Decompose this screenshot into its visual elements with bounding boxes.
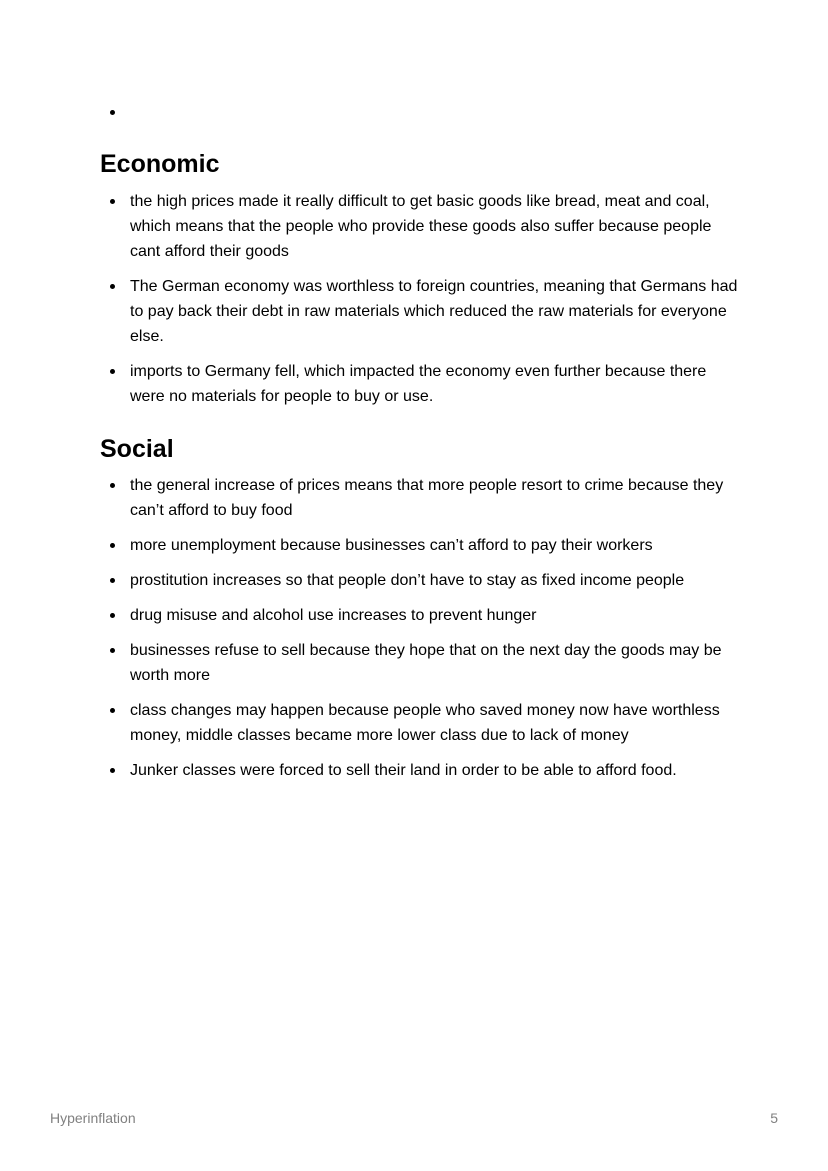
bullet-icon <box>110 708 115 713</box>
social-list <box>100 473 740 783</box>
bullet-icon <box>110 483 115 488</box>
footer-page-number: 5 <box>770 1110 778 1126</box>
list-item <box>100 568 740 593</box>
list-item <box>100 533 740 558</box>
list-item <box>100 698 740 748</box>
bullet-icon <box>110 543 115 548</box>
list-item-text: the high prices made it really difficult to get basic goods like bread, meat and coal, which means that the people who provide these goods also suffer because people cant afford their goods <box>130 193 712 260</box>
bullet-icon <box>110 768 115 773</box>
economic-list <box>100 189 740 409</box>
bullet-icon <box>110 369 115 374</box>
list-item-text: businesses refuse to sell because they hope that on the next day the goods may be worth more <box>130 642 722 684</box>
section-heading-economic: Economic <box>100 150 220 178</box>
list-item-text: drug misuse and alcohol use increases to prevent hunger <box>130 607 537 624</box>
list-item <box>100 758 740 783</box>
list-item-text: The German economy was worthless to foreign countries, meaning that Germans had to pay back their debt in raw materials which reduced the raw materials for everyone else. <box>130 278 738 345</box>
bullet-icon <box>110 284 115 289</box>
footer-document-title: Hyperinflation <box>50 1110 136 1126</box>
section-heading-social: Social <box>100 435 174 463</box>
list-item-text: Junker classes were forced to sell their land in order to be able to afford food. <box>130 762 677 779</box>
bullet-icon <box>110 613 115 618</box>
list-item <box>100 473 740 523</box>
list-item-text: the general increase of prices means that more people resort to crime because they can’t afford to buy food <box>130 477 724 519</box>
list-item <box>100 189 740 264</box>
list-item <box>100 359 740 409</box>
list-item <box>100 638 740 688</box>
list-item-text: more unemployment because businesses can’t afford to pay their workers <box>130 537 653 554</box>
bullet-icon <box>110 648 115 653</box>
list-item-text: imports to Germany fell, which impacted the economy even further because there were no materials for people to buy or use. <box>130 363 707 405</box>
list-item <box>100 603 740 628</box>
bullet-icon <box>110 199 115 204</box>
empty-bullet-list <box>100 100 740 125</box>
bullet-icon <box>110 110 115 115</box>
bullet-icon <box>110 578 115 583</box>
list-item-text: class changes may happen because people who saved money now have worthless money, middle classes became more lower class due to lack of money <box>130 702 720 744</box>
list-item-text: prostitution increases so that people don’t have to stay as fixed income people <box>130 572 685 589</box>
list-item <box>100 274 740 349</box>
